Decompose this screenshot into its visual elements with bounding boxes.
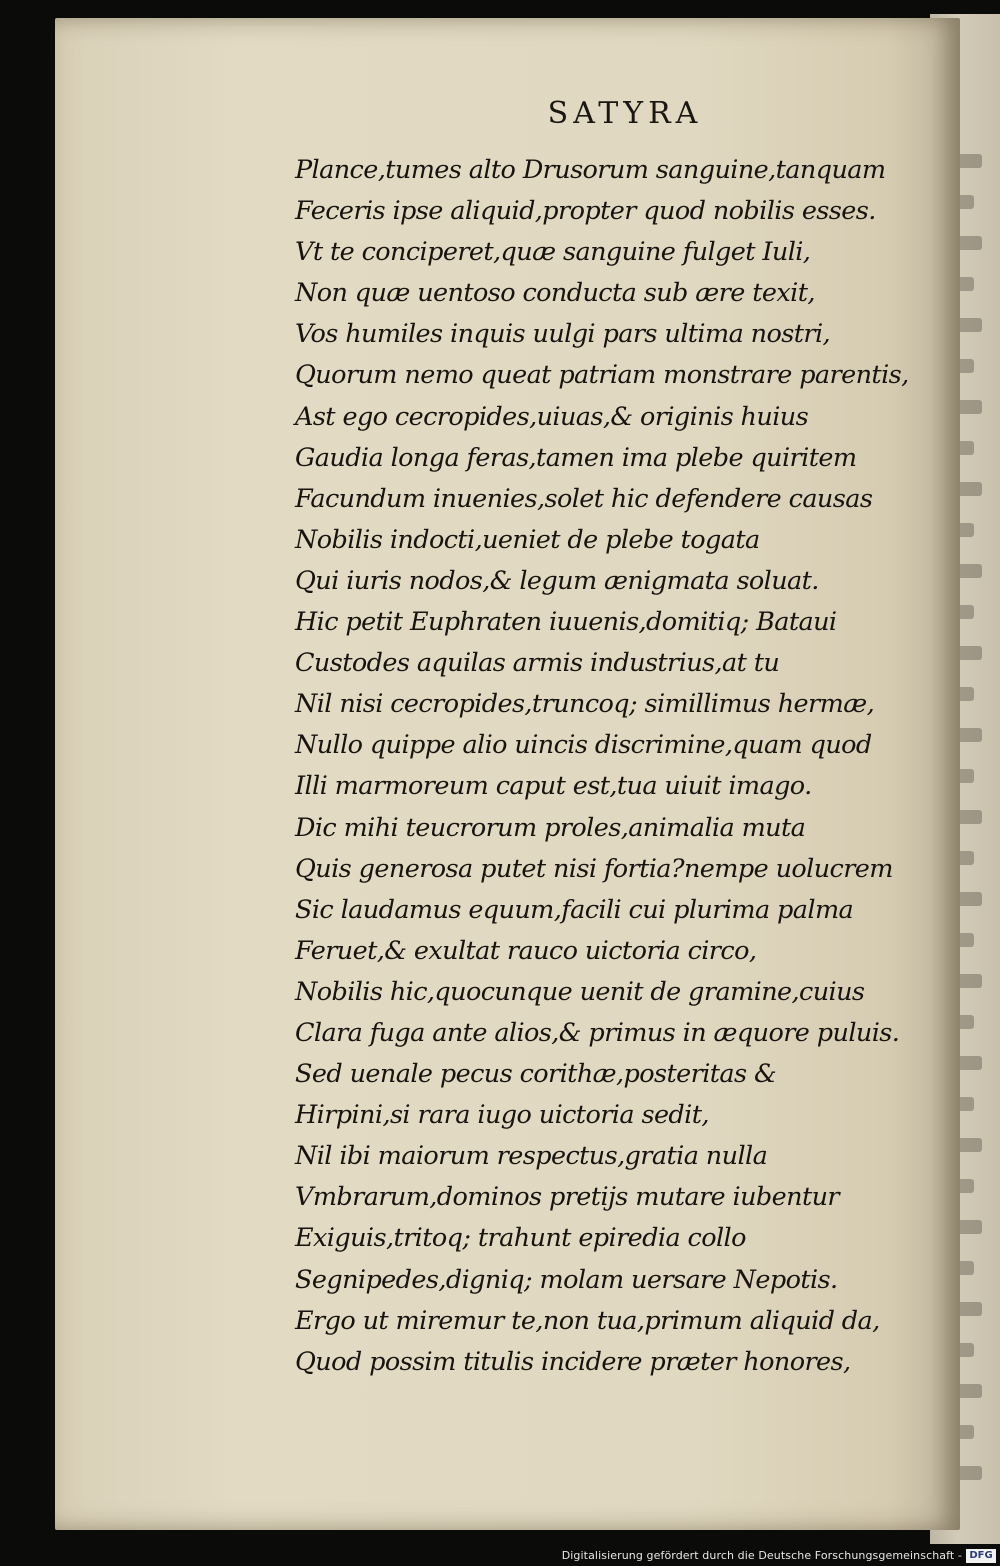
verse-line: Quorum nemo queat patriam monstrare parentis, bbox=[295, 360, 909, 391]
verse-line: Segnipedes,digniq; molam uersare Nepotis. bbox=[295, 1264, 838, 1295]
verse-line: Hirpini,si rara iugo uictoria sedit, bbox=[295, 1100, 709, 1131]
verse-line: Quod possim titulis incidere præter honores, bbox=[295, 1346, 851, 1377]
verse-line: Facundum inuenies,solet hic defendere causas bbox=[295, 483, 873, 514]
verse-line: Sed uenale pecus corithæ,posteritas & bbox=[295, 1059, 777, 1090]
verse-line: Ergo ut miremur te,non tua,primum aliquid da, bbox=[295, 1305, 880, 1336]
verse-line: Nobilis hic,quocunque uenit de gramine,cuius bbox=[295, 976, 865, 1007]
verse-line: Quis generosa putet nisi fortia?nempe uolucrem bbox=[295, 853, 893, 884]
verse-line: Dic mihi teucrorum proles,animalia muta bbox=[295, 812, 806, 843]
book-page bbox=[55, 18, 960, 1530]
verse-line: Gaudia longa feras,tamen ima plebe quiritem bbox=[295, 442, 857, 473]
running-head: SATYRA bbox=[547, 96, 703, 131]
dfg-logo: DFG bbox=[966, 1549, 996, 1563]
verse-line: Vmbrarum,dominos pretijs mutare iubentur bbox=[295, 1182, 840, 1213]
verse-line: Exiguis,tritoq; trahunt epiredia collo bbox=[295, 1223, 746, 1254]
verse-line: Nil ibi maiorum respectus,gratia nulla bbox=[295, 1141, 768, 1172]
verse-line: Illi marmoreum caput est,tua uiuit imago. bbox=[295, 771, 812, 802]
verse-line: Custodes aquilas armis industrius,at tu bbox=[295, 648, 780, 679]
verse-line: Nil nisi cecropides,truncoq; simillimus hermæ, bbox=[295, 689, 875, 720]
verse-line: Vt te conciperet,quæ sanguine fulget Iuli, bbox=[295, 237, 811, 268]
verse-line: Nobilis indocti,ueniet de plebe togata bbox=[295, 524, 760, 555]
verse-line: Feceris ipse aliquid,propter quod nobilis esses. bbox=[295, 196, 876, 227]
verse-line: Ast ego cecropides,uiuas,& originis huius bbox=[295, 401, 809, 432]
verse-line: Hic petit Euphraten iuuenis,domitiq; Bataui bbox=[295, 607, 837, 638]
verse-line: Sic laudamus equum,facili cui plurima palma bbox=[295, 894, 854, 925]
verse-line: Non quæ uentoso conducta sub ære texit, bbox=[295, 278, 815, 309]
verse-line: Qui iuris nodos,& legum ænigmata soluat. bbox=[295, 565, 819, 596]
digitization-credit: Digitalisierung gefördert durch die Deutsche Forschungsgemeinschaft - bbox=[561, 1549, 962, 1562]
verse-line: Clara fuga ante alios,& primus in æquore puluis. bbox=[295, 1017, 900, 1048]
verse-line: Nullo quippe alio uincis discrimine,quam quod bbox=[295, 730, 872, 761]
verse-line: Plance,tumes alto Drusorum sanguine,tanquam bbox=[295, 155, 886, 185]
verse-line: Feruet,& exultat rauco uictoria circo, bbox=[295, 935, 757, 966]
verse-line: Vos humiles inquis uulgi pars ultima nostri, bbox=[295, 319, 831, 350]
verse-text bbox=[295, 150, 909, 1383]
